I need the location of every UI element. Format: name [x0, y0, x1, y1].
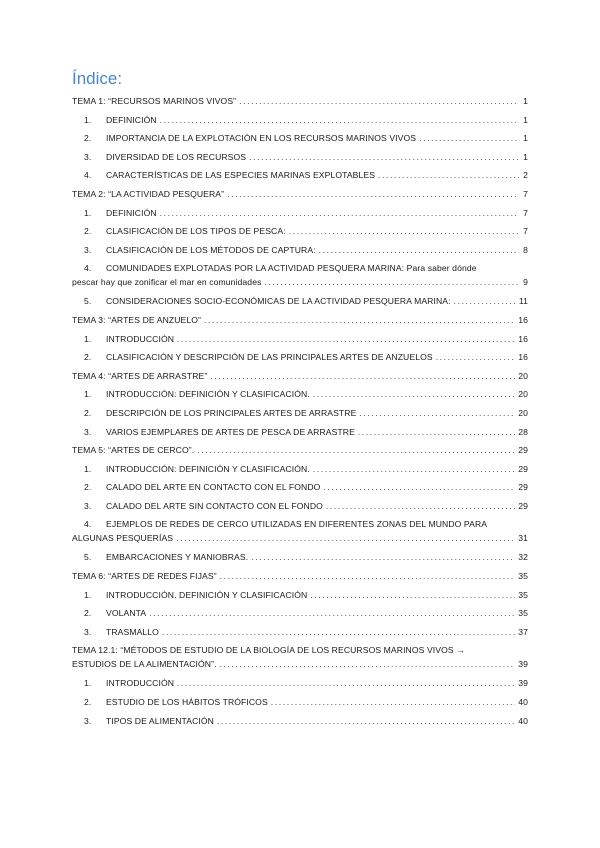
toc-entry-line: [84, 348, 528, 367]
toc-entry-number: 2.: [84, 482, 92, 493]
toc-entry-number: 2.: [84, 407, 92, 418]
toc-entry-line: [72, 567, 528, 586]
toc-dot-leader: [313, 460, 515, 479]
toc-entry-number: 5.: [84, 552, 92, 563]
toc-dot-leader: [162, 623, 515, 642]
toc-entry-number: 1.: [84, 589, 92, 600]
toc-page-number: 29: [518, 482, 528, 493]
toc-page-number: 1: [523, 133, 528, 144]
toc-dot-leader: [289, 222, 519, 241]
toc-page-number: 1: [523, 151, 528, 162]
toc-entry-line: [72, 367, 528, 386]
table-of-contents: [72, 92, 528, 730]
toc-dot-leader: [264, 275, 519, 289]
toc-entry-line: [84, 222, 528, 241]
toc-page-number: 16: [518, 352, 528, 363]
toc-entry-line: [84, 423, 528, 442]
toc-entry-line: [84, 674, 528, 693]
toc-dot-leader: [358, 423, 515, 442]
toc-entry-label-continued: ESTUDIOS DE LA ALIMENTACIÓN”.: [72, 659, 217, 670]
toc-entry-label: DEFINICIÓN: [106, 207, 157, 218]
toc-entry-number: 5.: [84, 296, 92, 307]
toc-entry-label: TEMA 4: “ARTES DE ARRASTRE”: [72, 370, 208, 381]
toc-entry-label: TEMA 2: “LA ACTIVIDAD PESQUERA”: [72, 188, 225, 199]
toc-page-number: 20: [518, 389, 528, 400]
toc-item-entry[interactable]: [72, 241, 528, 260]
toc-entry-label-continued: pescar hay que zonificar el mar en comunidades: [72, 277, 262, 288]
toc-entry-number: 3.: [84, 500, 92, 511]
toc-page-number: 1: [523, 96, 528, 106]
toc-entry-line: [84, 548, 528, 567]
toc-topic-entry[interactable]: [72, 367, 528, 386]
toc-page-number: 16: [518, 314, 528, 325]
toc-item-entry[interactable]: [72, 222, 528, 241]
toc-entry-label: INTRODUCCIÓN: DEFINICIÓN Y CLASIFICACIÓN.: [106, 463, 310, 474]
toc-dot-leader: [313, 385, 515, 404]
toc-item-entry[interactable]: [72, 404, 528, 423]
toc-item-entry[interactable]: [72, 604, 528, 623]
toc-entry-line: [84, 517, 528, 531]
toc-title: Índice:: [72, 69, 123, 88]
toc-dot-leader: [378, 166, 519, 185]
toc-entry-line: [84, 497, 528, 516]
toc-item-entry[interactable]: [72, 478, 528, 497]
toc-entry-number: 2.: [84, 697, 92, 708]
toc-item-entry[interactable]: [72, 460, 528, 479]
toc-topic-entry[interactable]: [72, 441, 528, 460]
toc-dot-leader: [359, 404, 515, 423]
toc-page-number: 20: [518, 407, 528, 418]
toc-entry-label: COMUNIDADES EXPLOTADAS POR LA ACTIVIDAD PESQUERA MARINA: Para saber dónde: [106, 263, 477, 274]
toc-entry-number: 3.: [84, 244, 92, 255]
toc-dot-leader: [220, 567, 516, 586]
toc-page-number: 39: [518, 678, 528, 689]
toc-page-number: 29: [518, 500, 528, 511]
toc-entry-line: [84, 111, 528, 130]
toc-entry-label: INTRODUCCIÓN. DEFINICIÓN Y CLASIFICACIÓN: [106, 589, 308, 600]
toc-dot-leader: [176, 531, 515, 545]
toc-entry-line: [72, 275, 528, 289]
toc-entry-line: [84, 586, 528, 605]
toc-entry-label: TEMA 12.1: “MÉTODOS DE ESTUDIO DE LA BIOLOGÍA DE LOS RECURSOS MARINOS VIVOS →: [72, 645, 465, 656]
toc-entry-number: 3.: [84, 626, 92, 637]
toc-page-number: 11: [518, 296, 528, 307]
toc-entry-line: [84, 385, 528, 404]
toc-dot-leader: [227, 185, 519, 204]
toc-entry-label: TEMA 5: “ARTES DE CERCO”.: [72, 445, 195, 456]
toc-dot-leader: [177, 330, 515, 349]
toc-entry-line: [84, 693, 528, 712]
toc-entry-line: [72, 531, 528, 545]
toc-entry-number: 1.: [84, 678, 92, 689]
toc-page-number: 32: [518, 552, 528, 563]
toc-entry-line: [84, 292, 528, 311]
toc-dot-leader: [204, 311, 515, 330]
toc-entry-label: TRASMALLO: [106, 626, 159, 637]
toc-entry-label: IMPORTANCIA DE LA EXPLOTACIÓN EN LOS RECURSOS MARINOS VIVOS: [106, 133, 417, 144]
toc-entry-line: [84, 460, 528, 479]
toc-dot-leader: [217, 712, 515, 731]
toc-entry-label: DIVERSIDAD DE LOS RECURSOS: [106, 151, 247, 162]
toc-page-number: 1: [523, 114, 528, 125]
toc-entry-line: [84, 712, 528, 731]
toc-page-number: 40: [518, 697, 528, 708]
toc-topic-entry[interactable]: [72, 641, 528, 674]
toc-entry-line: [72, 185, 528, 204]
toc-entry-line: [84, 129, 528, 148]
toc-entry-number: 3.: [84, 715, 92, 726]
toc-page-number: 40: [518, 715, 528, 726]
toc-page-number: 7: [523, 207, 528, 218]
toc-entry-label: INTRODUCCIÓN: [106, 333, 175, 344]
toc-entry-line: [84, 330, 528, 349]
toc-entry-line: [72, 311, 528, 330]
toc-entry-line: [72, 441, 528, 460]
toc-item-entry[interactable]: [72, 623, 528, 642]
toc-entry-line: [84, 604, 528, 623]
toc-item-entry[interactable]: [72, 548, 528, 567]
toc-topic-entry[interactable]: [72, 311, 528, 330]
toc-topic-entry[interactable]: [72, 185, 528, 204]
toc-entry-label: INTRODUCCIÓN: DEFINICIÓN Y CLASIFICACIÓN.: [106, 389, 310, 400]
toc-entry-label: CONSIDERACIONES SOCIO-ECONÓMICAS DE LA ACTIVIDAD PESQUERA MARINA:: [106, 296, 451, 307]
toc-item-entry[interactable]: [72, 423, 528, 442]
toc-entry-number: 3.: [84, 151, 92, 162]
toc-dot-leader: [271, 693, 515, 712]
toc-entry-line: [84, 404, 528, 423]
toc-page-number: 7: [523, 226, 528, 237]
toc-entry-number: 1.: [84, 207, 92, 218]
toc-entry-line: [84, 166, 528, 185]
toc-page-number: 7: [523, 188, 528, 199]
toc-dot-leader: [323, 478, 515, 497]
toc-dot-leader: [319, 241, 519, 260]
toc-page-number: 35: [518, 571, 528, 582]
toc-entry-label: CLASIFICACIÓN DE LOS TIPOS DE PESCA:: [106, 226, 286, 237]
toc-entry-line: [84, 261, 528, 275]
toc-entry-label: TEMA 1: “RECURSOS MARINOS VIVOS”: [72, 96, 237, 106]
toc-entry-label: EMBARCACIONES Y MANIOBRAS.: [106, 552, 249, 563]
toc-page-number: 16: [518, 333, 528, 344]
toc-entry-number: 2.: [84, 352, 92, 363]
toc-page-number: 31: [518, 533, 528, 544]
toc-page-number: 35: [518, 608, 528, 619]
toc-entry-number: 1.: [84, 114, 92, 125]
toc-dot-leader: [210, 367, 515, 386]
toc-item-entry[interactable]: [72, 330, 528, 349]
toc-entry-number: 1.: [84, 463, 92, 474]
toc-entry-number: 4.: [84, 263, 92, 274]
toc-item-entry[interactable]: [72, 385, 528, 404]
toc-page-number: 35: [518, 589, 528, 600]
toc-entry-number: 1.: [84, 333, 92, 344]
toc-dot-leader: [177, 674, 515, 693]
toc-entry-number: 1.: [84, 389, 92, 400]
toc-item-entry[interactable]: [72, 693, 528, 712]
toc-entry-line: [72, 643, 528, 657]
toc-page-number: 2: [523, 170, 528, 181]
toc-entry-label: VOLANTA: [106, 608, 147, 619]
toc-entry-label: DESCRIPCIÓN DE LOS PRINCIPALES ARTES DE ARRASTRE: [106, 407, 357, 418]
toc-entry-line: [84, 148, 528, 167]
toc-dot-leader: [310, 586, 515, 605]
toc-entry-line: [84, 204, 528, 223]
toc-item-entry[interactable]: [72, 166, 528, 185]
toc-dot-leader: [160, 204, 519, 223]
toc-dot-leader: [197, 441, 515, 460]
toc-entry-label: CLASIFICACIÓN Y DESCRIPCIÓN DE LAS PRINCIPALES ARTES DE ANZUELOS: [106, 352, 433, 363]
toc-dot-leader: [454, 292, 516, 311]
toc-dot-leader: [149, 604, 515, 623]
toc-dot-leader: [326, 497, 515, 516]
toc-item-entry[interactable]: [72, 259, 528, 292]
toc-page-number: 29: [518, 445, 528, 456]
toc-item-entry[interactable]: [72, 348, 528, 367]
toc-dot-leader: [251, 548, 515, 567]
toc-dot-leader: [160, 111, 519, 130]
toc-page-number: 39: [518, 659, 528, 670]
toc-entry-line: [72, 657, 528, 671]
toc-dot-leader: [220, 657, 516, 671]
toc-entry-line: [84, 623, 528, 642]
toc-page-number: 20: [518, 370, 528, 381]
toc-entry-number: 4.: [84, 519, 92, 530]
toc-item-entry[interactable]: [72, 129, 528, 148]
toc-entry-label: DEFINICIÓN: [106, 114, 157, 125]
toc-topic-entry[interactable]: [72, 92, 528, 111]
toc-page-number: 8: [523, 244, 528, 255]
toc-entry-label: TIPOS DE ALIMENTACIÓN: [106, 715, 214, 726]
toc-item-entry[interactable]: [72, 111, 528, 130]
toc-entry-number: 2.: [84, 133, 92, 144]
toc-entry-label: CLASIFICACIÓN DE LOS MÉTODOS DE CAPTURA:: [106, 244, 316, 255]
toc-entry-line: [84, 241, 528, 260]
toc-entry-number: 2.: [84, 226, 92, 237]
toc-entry-label: CALADO DEL ARTE EN CONTACTO CON EL FONDO: [106, 482, 321, 493]
toc-entry-label: TEMA 3: “ARTES DE ANZUELO”: [72, 314, 201, 325]
toc-dot-leader: [419, 129, 519, 148]
toc-entry-number: 2.: [84, 608, 92, 619]
toc-dot-leader: [239, 92, 519, 111]
toc-item-entry[interactable]: [72, 497, 528, 516]
toc-entry-label: TEMA 6: “ARTES DE REDES FIJAS”: [72, 571, 217, 582]
toc-item-entry[interactable]: [72, 292, 528, 311]
toc-entry-number: 3.: [84, 426, 92, 437]
toc-entry-label-continued: ALGUNAS PESQUERÍAS: [72, 533, 174, 544]
toc-entry-line: [72, 92, 528, 111]
toc-page-number: 28: [518, 426, 528, 437]
toc-item-entry[interactable]: [72, 586, 528, 605]
toc-topic-entry[interactable]: [72, 567, 528, 586]
toc-item-entry[interactable]: [72, 515, 528, 548]
toc-entry-label: CARACTERÍSTICAS DE LAS ESPECIES MARINAS EXPLOTABLES: [106, 170, 376, 181]
toc-item-entry[interactable]: [72, 712, 528, 731]
toc-entry-label: INTRODUCCIÓN: [106, 678, 175, 689]
toc-dot-leader: [436, 348, 516, 367]
toc-item-entry[interactable]: [72, 674, 528, 693]
toc-entry-label: ESTUDIO DE LOS HÁBITOS TRÓFICOS: [106, 697, 268, 708]
toc-entry-number: 4.: [84, 170, 92, 181]
toc-entry-label: CALADO DEL ARTE SIN CONTACTO CON EL FONDO: [106, 500, 323, 511]
toc-page-number: 9: [523, 277, 528, 288]
toc-item-entry[interactable]: [72, 204, 528, 223]
toc-page-number: 37: [518, 626, 528, 637]
toc-entry-label: EJEMPLOS DE REDES DE CERCO UTILIZADAS EN DIFERENTES ZONAS DEL MUNDO PARA: [106, 519, 488, 530]
toc-dot-leader: [249, 148, 519, 167]
toc-page-number: 29: [518, 463, 528, 474]
toc-item-entry[interactable]: [72, 148, 528, 167]
toc-entry-line: [84, 478, 528, 497]
toc-entry-label: VARIOS EJEMPLARES DE ARTES DE PESCA DE ARRASTRE: [106, 426, 355, 437]
